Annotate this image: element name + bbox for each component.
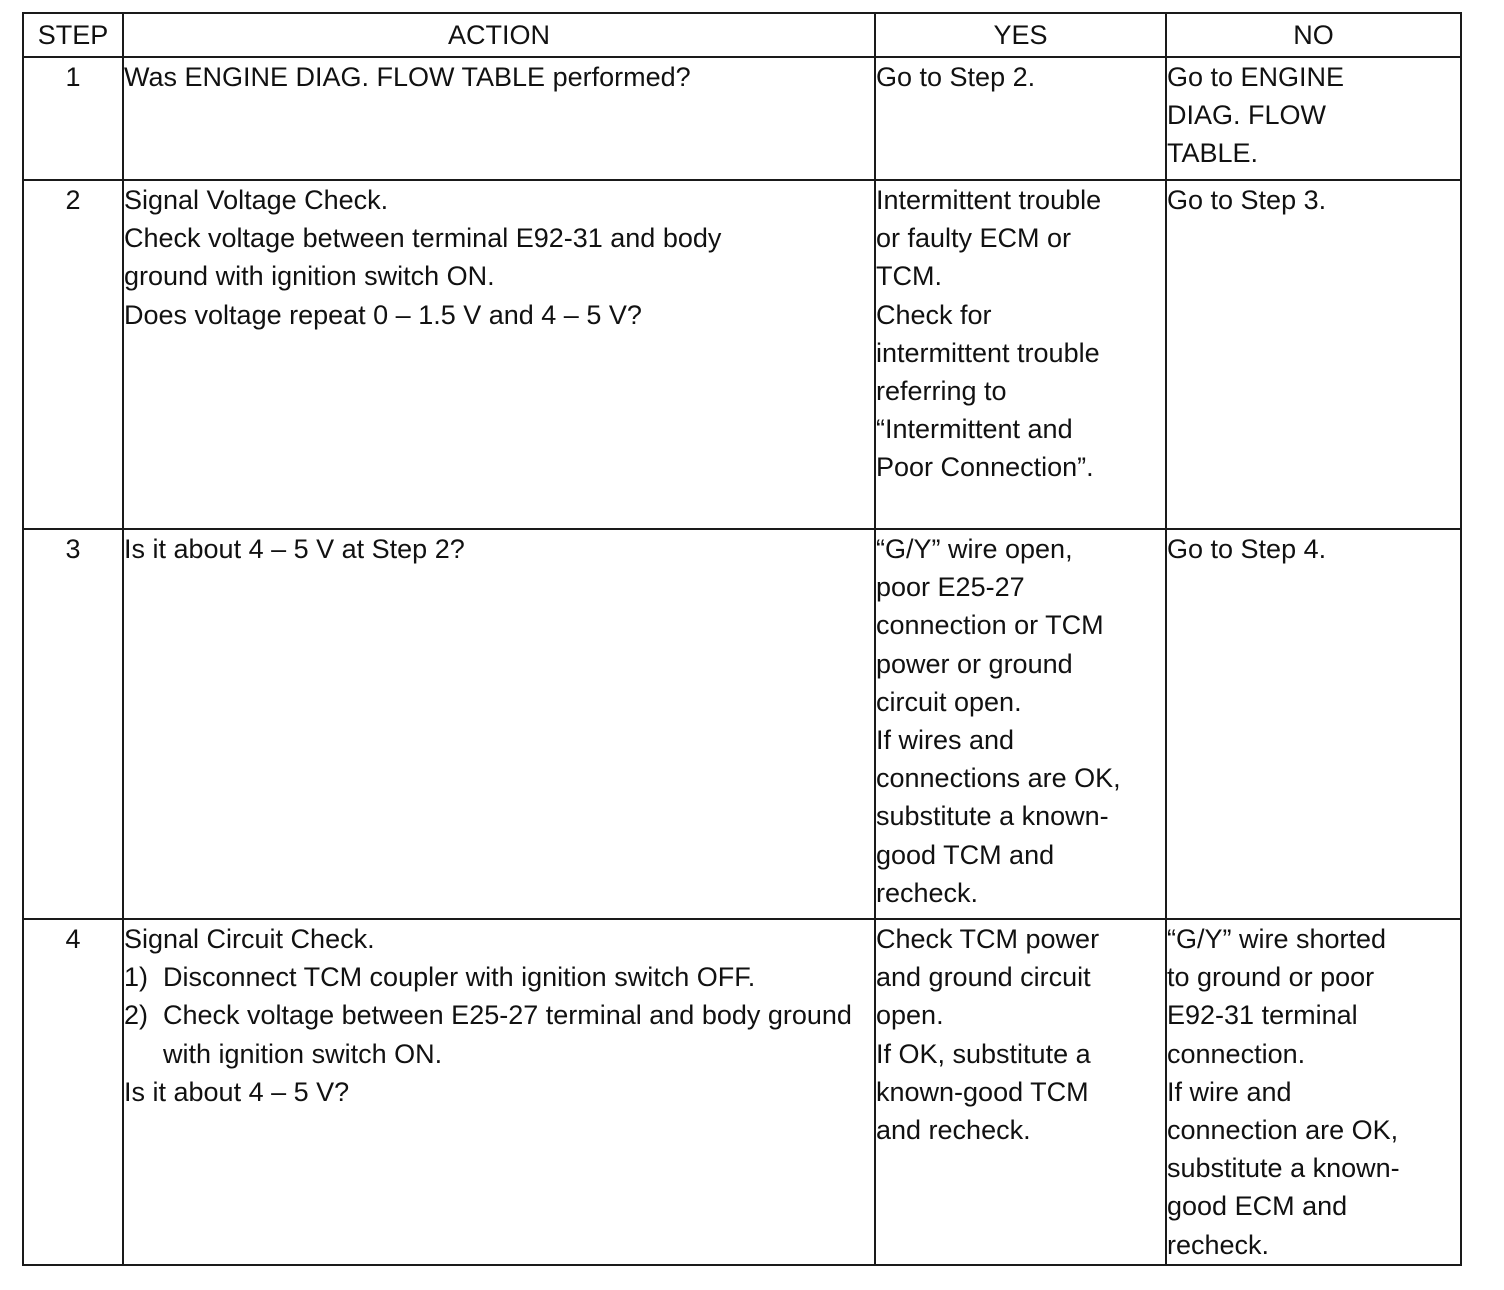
yes-line: TCM. [876,261,942,292]
yes-cell [875,57,1166,180]
action-line: Check voltage between terminal E92-31 and body [124,223,722,254]
no-line: TABLE. [1167,138,1259,169]
substep-number: 2) [124,1000,149,1031]
no-cell [1166,57,1461,180]
step-number: 3 [23,529,123,919]
yes-line: or faulty ECM or [876,223,1072,254]
header-action: ACTION [123,13,875,57]
yes-line: known-good TCM [876,1076,1089,1107]
yes-cell [875,529,1166,919]
yes-cell [875,919,1166,1265]
action-line: Is it about 4 – 5 V at Step 2? [124,534,465,564]
yes-line: referring to [876,376,1007,407]
action-cell [123,57,875,180]
yes-line: recheck. [876,877,979,908]
yes-line: If wires and [876,725,1015,756]
action-line: Does voltage repeat 0 – 1.5 V and 4 – 5 V? [124,299,642,330]
action-line: ground with ignition switch ON. [124,261,495,292]
yes-line: circuit open. [876,686,1022,717]
yes-line: connections are OK, [876,763,1121,794]
yes-line: substitute a known- [876,801,1109,832]
no-line: good ECM and [1167,1191,1348,1222]
header-row [23,13,1461,57]
no-cell [1166,919,1461,1265]
yes-line: open. [876,1000,944,1031]
substep-text: Disconnect TCM coupler with ignition switch OFF. [163,962,756,993]
table-row [23,529,1461,919]
table-row [23,919,1461,1265]
step-number: 2 [23,180,123,529]
table-row [23,180,1461,529]
yes-line: Intermittent trouble [876,185,1102,215]
yes-line: and ground circuit [876,962,1091,993]
no-line: to ground or poor [1167,962,1375,993]
header-yes: YES [875,13,1166,57]
action-cell [123,529,875,919]
yes-line: “Intermittent and [876,414,1073,445]
yes-line: If OK, substitute a [876,1038,1091,1069]
no-line: Go to Step 3. [1167,185,1327,215]
action-substep [124,996,874,1072]
step-number: 4 [23,919,123,1265]
yes-line: connection or TCM [876,610,1104,641]
substep-number: 1) [124,962,149,993]
no-line: DIAG. FLOW [1167,100,1327,131]
step-number: 1 [23,57,123,180]
yes-line: good TCM and [876,839,1055,870]
no-cell [1166,529,1461,919]
no-line: Go to ENGINE [1167,62,1345,92]
yes-line: poor E25-27 [876,572,1025,603]
action-cell [123,919,875,1265]
action-question: Is it about 4 – 5 V? [124,1076,350,1107]
header-step: STEP [23,13,123,57]
yes-line: Check TCM power [876,924,1100,954]
no-line: connection are OK, [1167,1115,1399,1146]
table-row [23,57,1461,180]
no-line: substitute a known- [1167,1153,1400,1184]
yes-line: Check for [876,299,992,330]
action-cell [123,180,875,529]
no-line: connection. [1167,1038,1306,1069]
yes-cell [875,180,1166,529]
yes-line: Poor Connection”. [876,452,1094,483]
action-title: Signal Circuit Check. [124,924,375,954]
yes-line: intermittent trouble [876,337,1100,368]
substep-text: Check voltage between E25-27 terminal and body ground with ignition switch ON. [163,1000,852,1069]
header-no: NO [1166,13,1461,57]
diagnostic-table [22,12,1462,1266]
no-line: If wire and [1167,1076,1292,1107]
no-line: “G/Y” wire shorted [1167,924,1387,954]
no-line: recheck. [1167,1229,1270,1260]
no-line: E92-31 terminal [1167,1000,1358,1031]
yes-line: Go to Step 2. [876,62,1036,92]
action-substep [124,958,874,996]
no-line: Go to Step 4. [1167,534,1327,564]
action-line: Signal Voltage Check. [124,185,389,215]
yes-line: and recheck. [876,1115,1031,1146]
yes-line: power or ground [876,648,1073,679]
yes-line: “G/Y” wire open, [876,534,1073,564]
no-cell [1166,180,1461,529]
action-line: Was ENGINE DIAG. FLOW TABLE performed? [124,62,691,92]
